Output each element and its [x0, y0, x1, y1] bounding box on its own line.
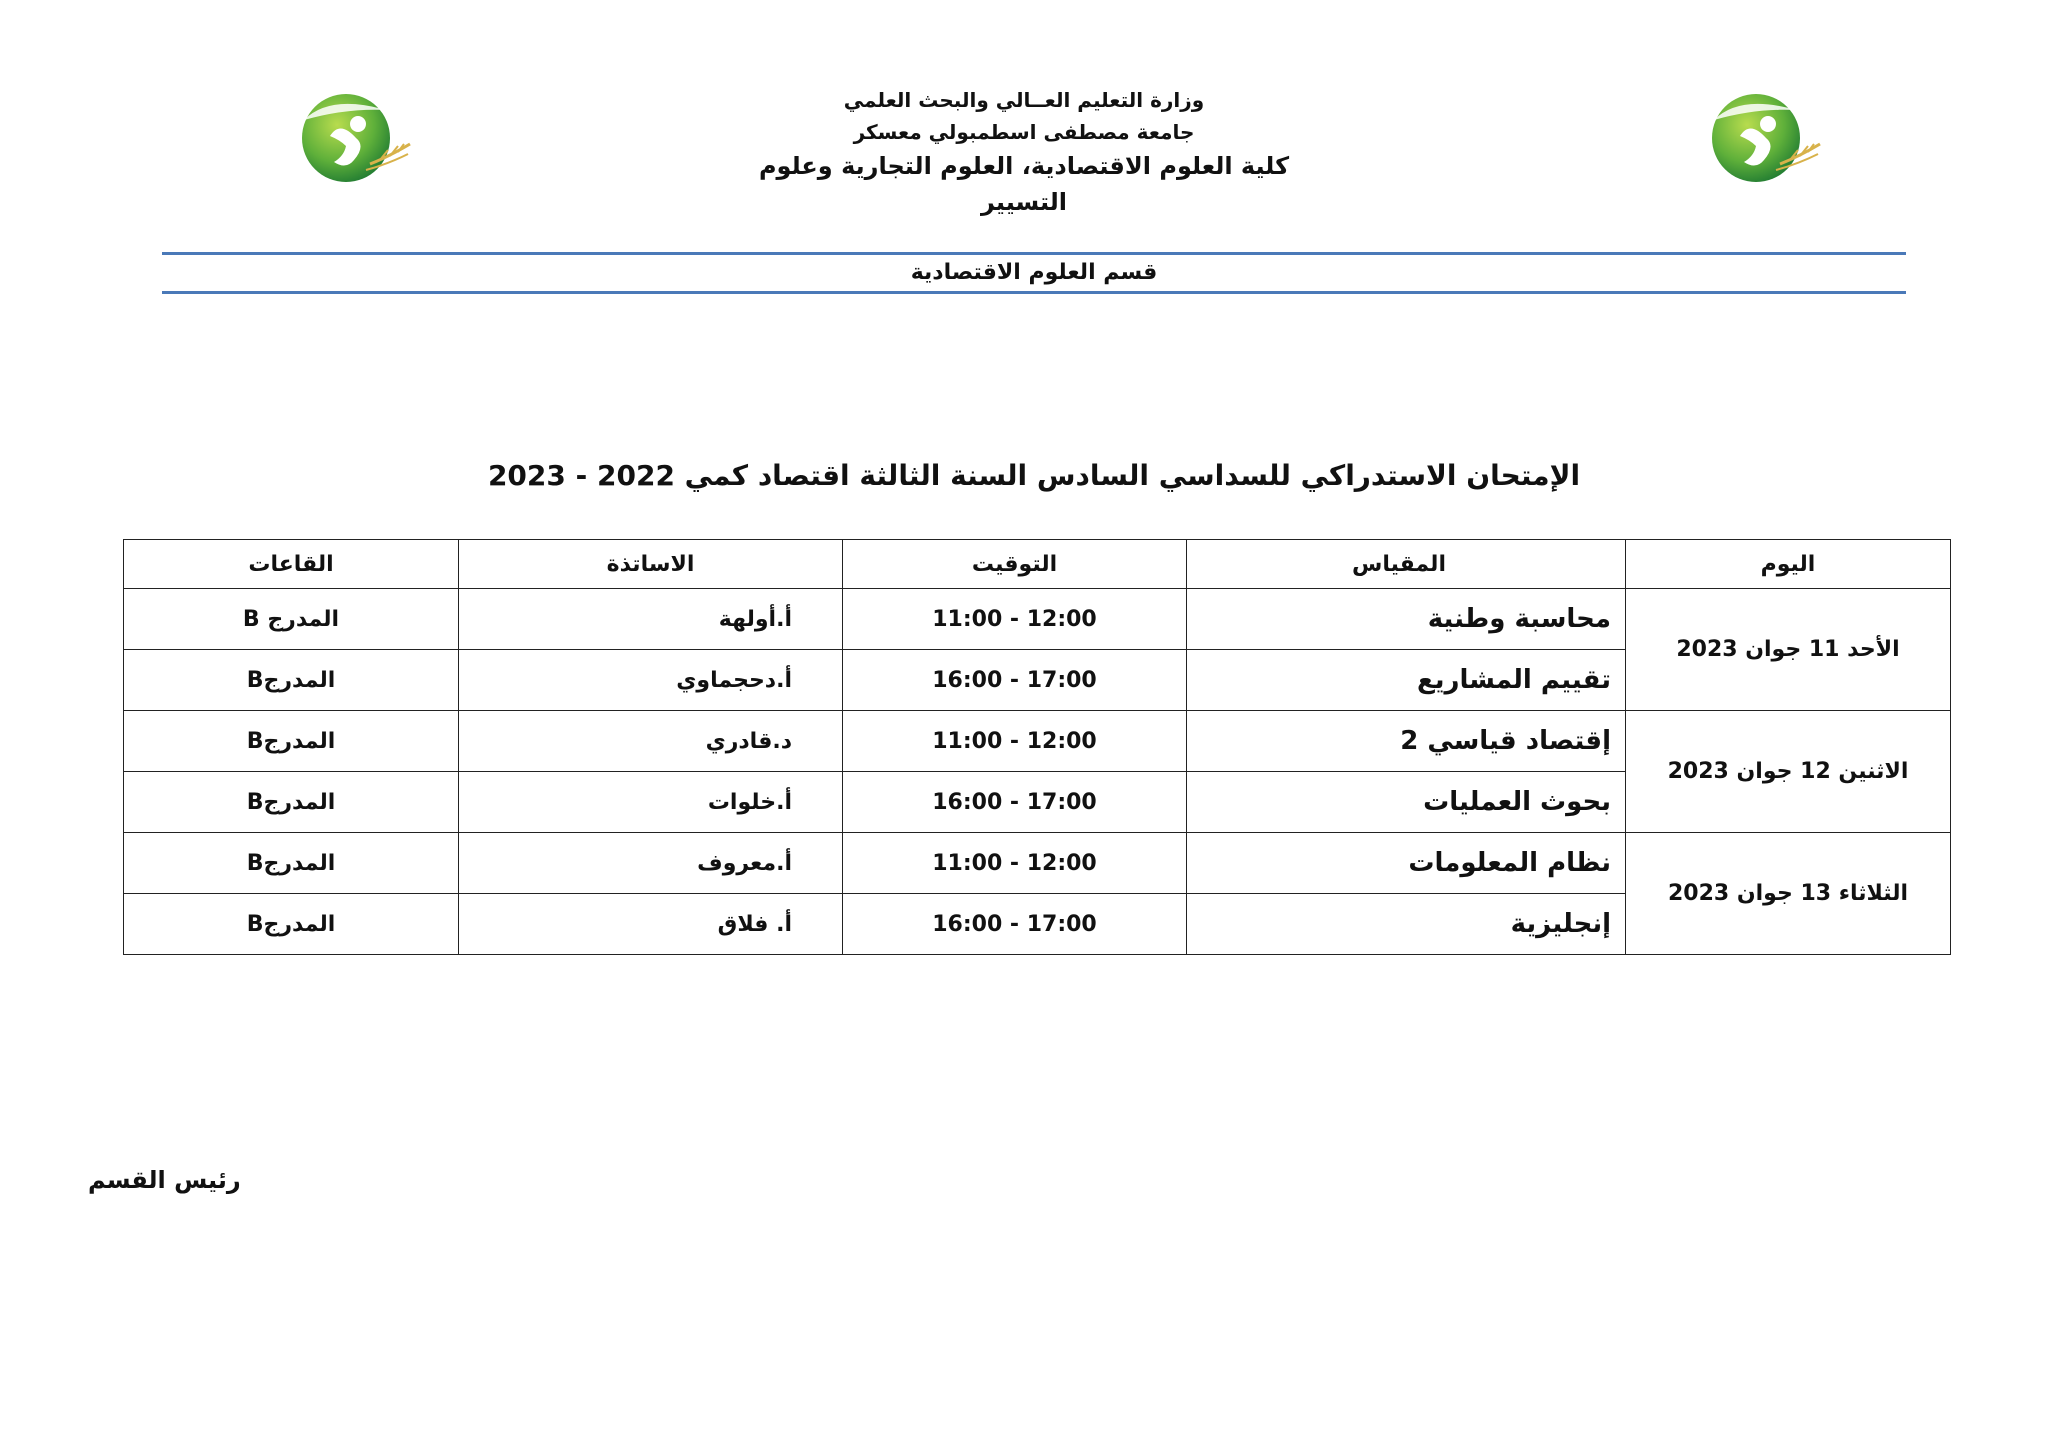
room-cell: المدرجB [124, 894, 459, 955]
room-cell: المدرجB [124, 833, 459, 894]
department-divider-bottom [162, 291, 1906, 294]
department-head-signature: رئيس القسم [88, 1166, 241, 1194]
subject-cell: محاسبة وطنية [1187, 589, 1626, 650]
room-cell: المدرجB [124, 650, 459, 711]
subject-cell: إنجليزية [1187, 894, 1626, 955]
time-value: 16:00 - 17:00 [932, 789, 1097, 815]
time-cell [843, 894, 1187, 955]
header-day: اليوم [1626, 540, 1951, 589]
time-value: 16:00 - 17:00 [932, 911, 1097, 937]
subject-cell: إقتصاد قياسي 2 [1187, 711, 1626, 772]
time-value: 16:00 - 17:00 [932, 667, 1097, 693]
institution-header [724, 84, 1324, 220]
professor-cell: أ. فلاق [459, 894, 843, 955]
exam-schedule-table [123, 539, 1951, 955]
time-cell [843, 772, 1187, 833]
ministry-name: وزارة التعليم العــالي والبحث العلمي [843, 88, 1205, 112]
time-value: 11:00 - 12:00 [932, 606, 1097, 632]
university-name: جامعة مصطفى اسطمبولي معسكر [853, 120, 1195, 144]
department-name: قسم العلوم الاقتصادية [910, 260, 1158, 285]
table-row [124, 833, 1951, 894]
time-cell [843, 711, 1187, 772]
university-logo-right [1700, 90, 1824, 190]
day-cell: الثلاثاء 13 جوان 2023 [1626, 833, 1951, 955]
table-row [124, 711, 1951, 772]
table-header-row [124, 540, 1951, 589]
subject-cell: تقييم المشاريع [1187, 650, 1626, 711]
professor-cell: أ.معروف [459, 833, 843, 894]
professor-cell: أ.أولهة [459, 589, 843, 650]
time-value: 11:00 - 12:00 [932, 850, 1097, 876]
header-professor: الاساتذة [459, 540, 843, 589]
day-cell: الاثنين 12 جوان 2023 [1626, 711, 1951, 833]
time-cell [843, 833, 1187, 894]
room-cell: المدرجB [124, 711, 459, 772]
professor-cell: أ.خلوات [459, 772, 843, 833]
day-cell: الأحد 11 جوان 2023 [1626, 589, 1951, 711]
header-time: التوقيت [843, 540, 1187, 589]
exam-schedule-title: الإمتحان الاستدراكي للسداسي السادس السنة الثالثة اقتصاد كمي 2022 - 2023 [487, 459, 1581, 492]
subject-cell: بحوث العمليات [1187, 772, 1626, 833]
table-row [124, 589, 1951, 650]
header-subject: المقياس [1187, 540, 1626, 589]
header-room: القاعات [124, 540, 459, 589]
university-logo-left [290, 90, 414, 190]
subject-cell: نظام المعلومات [1187, 833, 1626, 894]
faculty-name: كلية العلوم الاقتصادية، العلوم التجارية وعلوم التسيير [758, 152, 1290, 216]
time-cell [843, 650, 1187, 711]
room-cell: المدرج B [124, 589, 459, 650]
time-cell [843, 589, 1187, 650]
professor-cell: د.قادري [459, 711, 843, 772]
professor-cell: أ.دحجماوي [459, 650, 843, 711]
time-value: 11:00 - 12:00 [932, 728, 1097, 754]
room-cell: المدرجB [124, 772, 459, 833]
